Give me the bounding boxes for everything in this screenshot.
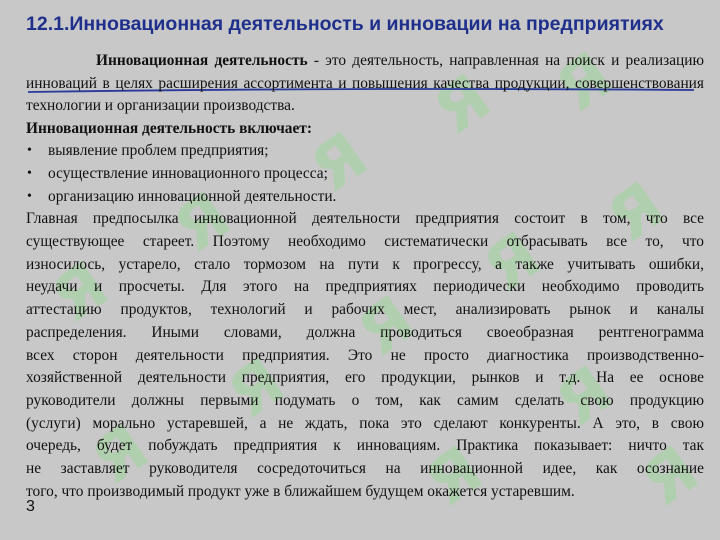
paragraph-line: не заставляет руководителя сосредоточиться на инновационной идее, как осознание: [26, 459, 704, 477]
intro-text: - это деятельность, направленная на поиск и реализацию инноваций в целях расширения ассортимента и повышения качества продукции, совершенствования технологии и организации производства.: [26, 52, 705, 114]
watermark-mark: Я: [215, 344, 299, 434]
includes-heading: Инновационная деятельность включает:: [26, 119, 312, 137]
bullet-dot-icon: •: [27, 143, 32, 158]
watermark-mark: Я: [471, 218, 555, 308]
watermark-mark: Я: [39, 248, 123, 338]
paragraph-line: того, что производимый продукт уже в ближайшем будущем окажется устаревшим.: [26, 482, 575, 500]
list-item: [26, 163, 704, 186]
watermark-mark: Я: [345, 282, 429, 372]
paragraph-line: аттестацию продуктов, технологий и рабочих мест, анализировать рынок и каналы: [26, 301, 704, 319]
watermark-mark: Я: [543, 352, 627, 442]
paragraph-line: руководители должны первыми подумать о том, как самим сделать свою продукцию: [26, 391, 704, 409]
watermark-mark: Я: [413, 432, 497, 522]
list-item: [26, 186, 704, 209]
paragraph-line: распределения. Иными словами, должна проводиться своеобразная рентгенограмма: [26, 323, 704, 341]
paragraph-line: всех сторон деятельности предприятия. Это не просто диагностика производственно-: [26, 346, 704, 364]
bullet-dot-icon: •: [27, 165, 32, 181]
paragraph-line: Главная предпосылка инновационной деятельности предприятия состоит в том, что все: [26, 210, 704, 228]
intro-term: Инновационная деятельность: [96, 52, 308, 69]
intro-paragraph: [26, 50, 704, 118]
watermark-mark: Я: [629, 432, 713, 522]
paragraph-line: (услуги) морально устаревшей, а не ждать, пока это сделают конкуренты. А это, в свою: [26, 414, 704, 432]
slide-body: [26, 50, 704, 503]
main-paragraph: [26, 208, 704, 503]
watermark-mark: Я: [161, 178, 245, 268]
list-item: [26, 140, 704, 163]
list-item-text: организацию инновационной деятельности.: [48, 187, 337, 205]
list-item-text: выявление проблем предприятия;: [48, 142, 269, 159]
watermark-mark: Я: [595, 168, 679, 258]
paragraph-line: неудачи и просчеты. Для этого на предприятиях периодически необходимо проводить: [26, 278, 704, 296]
watermark-mark: Я: [298, 118, 382, 208]
paragraph-line: очередь, будет побуждать предприятия к инновациям. Практика показывает: ничто так: [26, 437, 704, 455]
watermark-mark: Я: [421, 60, 505, 150]
watermark-mark: Я: [79, 410, 163, 500]
list-item-text: осуществление инновационного процесса;: [48, 164, 328, 182]
bullet-list: [26, 140, 704, 208]
paragraph-line: хозяйственной деятельности предприятия, его продукции, рынков и т.д. На ее основе: [26, 369, 704, 387]
watermark-mark: Я: [543, 38, 627, 128]
page-number: 3: [26, 498, 35, 515]
slide-title: 12.1.Инновационная деятельность и инновации на предприятиях: [26, 13, 664, 35]
paragraph-line: износилось, устарело, стало тормозом на пути к прогрессу, а также учитывать ошибки,: [26, 255, 704, 273]
bullet-dot-icon: •: [27, 188, 32, 204]
paragraph-line: существующее стареет. Поэтому необходимо систематически отбрасывать все то, что: [26, 233, 704, 251]
